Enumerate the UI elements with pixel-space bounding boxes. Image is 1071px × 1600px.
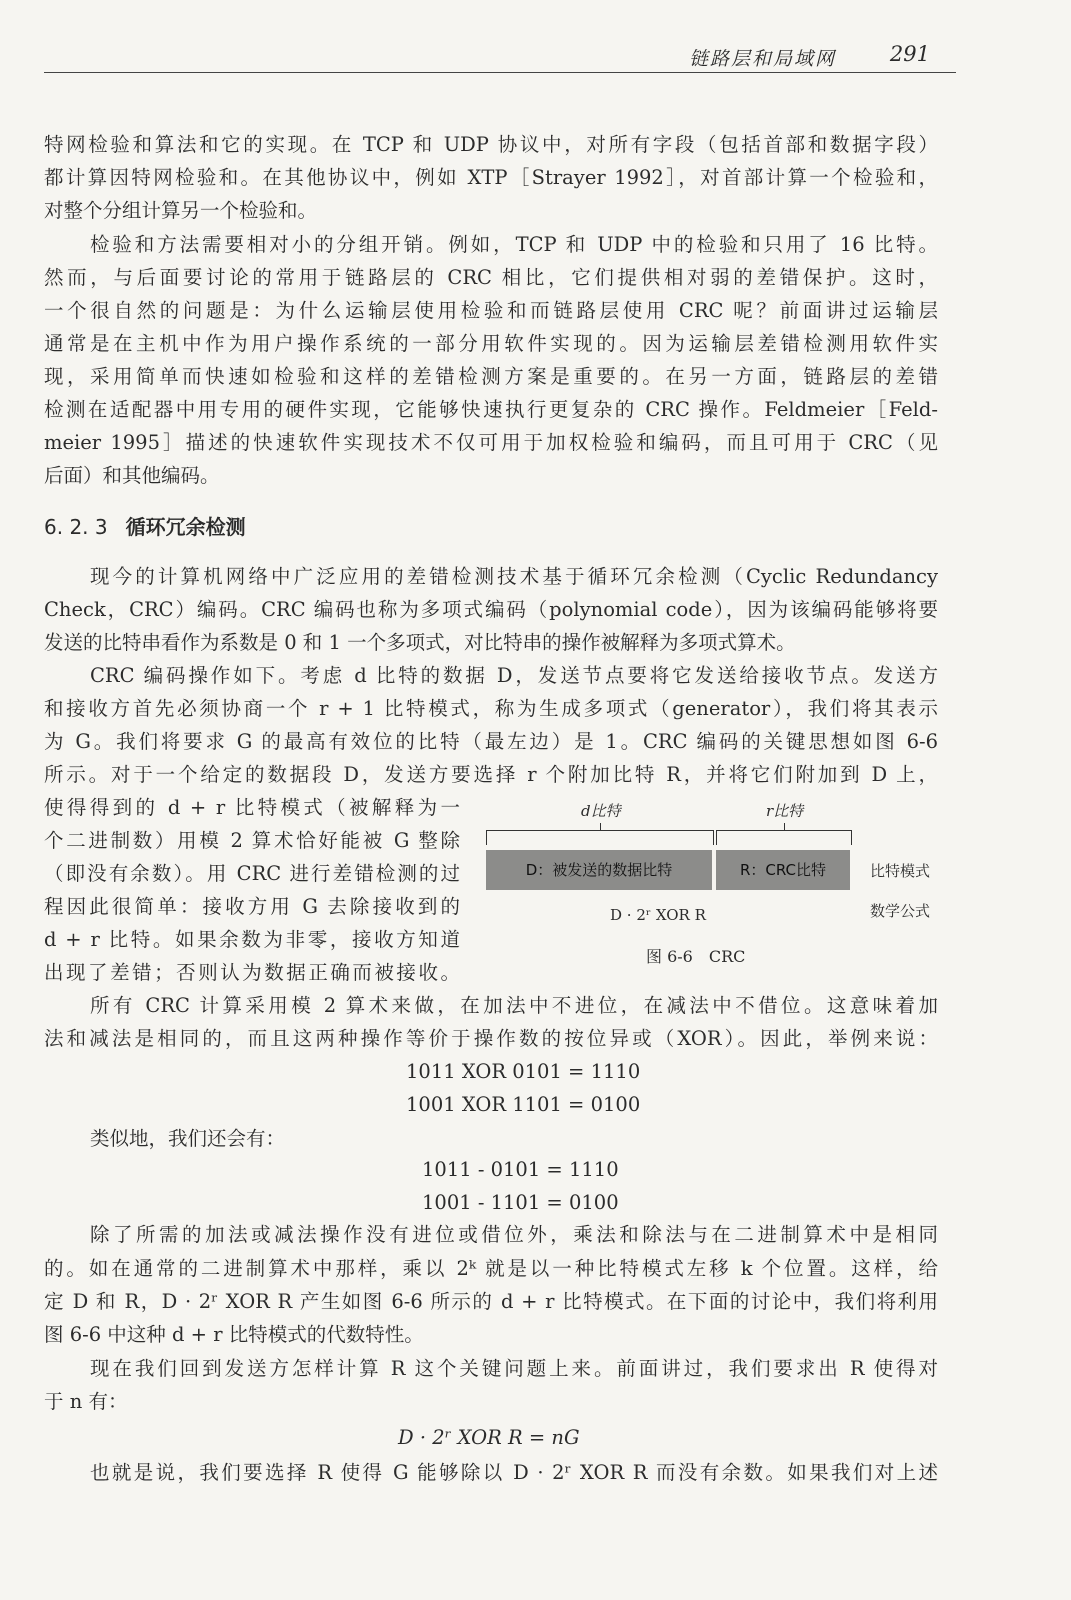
text-line: 法和减法是相同的，而且这两种操作等价于操作数的按位异或（XOR）。因此，举例来说： xyxy=(44,1027,938,1050)
figure-caption: 图 6-6 CRC xyxy=(646,947,746,966)
text-line: 发送的比特串看作为系数是 0 和 1 一个多项式，对比特串的操作被解释为多项式算术。 xyxy=(44,631,796,654)
brace-d-bits xyxy=(486,830,714,845)
running-header xyxy=(44,40,956,73)
equation-main: D · 2ʳ XOR R = nG xyxy=(398,1426,580,1449)
section-heading xyxy=(44,514,246,540)
text-line: 现在我们回到发送方怎样计算 R 这个关键问题上来。前面讲过，我们要求出 R 使得对 xyxy=(90,1357,938,1380)
text-line: 现今的计算机网络中广泛应用的差错检测技术基于循环冗余检测（Cyclic Redundancy xyxy=(90,565,938,588)
equation: 1011 XOR 0101 = 1110 xyxy=(406,1060,641,1083)
text-line: 特网检验和算法和它的实现。在 TCP 和 UDP 协议中，对所有字段（包括首部和数据字段） xyxy=(44,133,938,156)
text-line: 图 6-6 中这种 d + r 比特模式的代数特性。 xyxy=(44,1323,424,1346)
text-line: 除了所需的加法或减法操作没有进位或借位外，乘法和除法与在二进制算术中是相同 xyxy=(90,1223,938,1246)
text-line: 也就是说，我们要选择 R 使得 G 能够除以 D · 2ʳ XOR R 而没有余数。如果我们对上述 xyxy=(90,1461,938,1484)
text-line: meier 1995］描述的快速软件实现技术不仅可用于加权检验和编码，而且可用于 CRC（见 xyxy=(44,431,938,454)
figure-side-formula: 数学公式 xyxy=(870,902,931,920)
brace-r-bits xyxy=(716,830,852,845)
text-line: 的。如在通常的二进制算术中那样，乘以 2ᵏ 就是以一种比特模式左移 k 个位置。这样，给 xyxy=(44,1257,938,1280)
text-line: 所有 CRC 计算采用模 2 算术来做，在加法中不进位，在减法中不借位。这意味着加 xyxy=(90,994,938,1017)
text-line: 然而，与后面要讨论的常用于链路层的 CRC 相比，它们提供相对弱的差错保护。这时， xyxy=(44,266,938,289)
figure-label-d-bits: d比特 xyxy=(581,802,621,820)
text-line: 检验和方法需要相对小的分组开销。例如，TCP 和 UDP 中的检验和只用了 16 比特。 xyxy=(90,233,938,256)
text-line: 检测在适配器中用专用的硬件实现，它能够快速执行更复杂的 CRC 操作。Feldmeier［Feld- xyxy=(44,398,938,421)
text-line: 后面）和其他编码。 xyxy=(44,464,220,487)
text-line: （即没有余数）。用 CRC 进行差错检测的过 xyxy=(44,862,460,885)
equation: 1001 XOR 1101 = 0100 xyxy=(406,1093,641,1116)
chapter-title: 链路层和局域网 xyxy=(688,48,836,70)
text-line: 和接收方首先必须协商一个 r + 1 比特模式，称为生成多项式（generator），我们将其表示 xyxy=(44,697,938,720)
text-line: 所示。对于一个给定的数据段 D，发送方要选择 r 个附加比特 R，并将它们附加到 D 上， xyxy=(44,763,938,786)
text-line: 程因此很简单：接收方用 G 去除接收到的 xyxy=(44,895,460,918)
figure-crc xyxy=(486,800,956,980)
text-line: 为 G。我们将要求 G 的最高有效位的比特（最左边）是 1。CRC 编码的关键思想如图 6-6 xyxy=(44,730,938,753)
text-line: 使得得到的 d + r 比特模式（被解释为一 xyxy=(44,796,460,819)
text-line: 个二进制数）用模 2 算术恰好能被 G 整除 xyxy=(44,829,460,852)
text-line: 出现了差错；否则认为数据正确而被接收。 xyxy=(44,961,460,984)
text-line: 对整个分组计算另一个检验和。 xyxy=(44,199,318,222)
text-line: 定 D 和 R，D · 2ʳ XOR R 产生如图 6-6 所示的 d + r 比特模式。在下面的讨论中，我们将利用 xyxy=(44,1290,938,1313)
text-line: 通常是在主机中作为用户操作系统的一部分用软件实现的。因为运输层差错检测用软件实 xyxy=(44,332,938,355)
figure-box-data: D：被发送的数据比特 xyxy=(486,850,712,890)
equation: 1011 - 0101 = 1110 xyxy=(422,1158,619,1181)
figure-side-bit-pattern: 比特模式 xyxy=(870,862,931,880)
section-number: 6. 2. 3 xyxy=(44,515,108,539)
text-line: 类似地，我们还会有： xyxy=(90,1127,286,1150)
text-line: 一个很自然的问题是：为什么运输层使用检验和而链路层使用 CRC 呢？前面讲过运输层 xyxy=(44,299,938,322)
page-number: 291 xyxy=(889,42,930,66)
text-line: 于 n 有： xyxy=(44,1390,128,1413)
section-title: 循环冗余检测 xyxy=(125,515,246,539)
equation: 1001 - 1101 = 0100 xyxy=(422,1191,619,1214)
text-line: 都计算因特网检验和。在其他协议中，例如 XTP［Strayer 1992］，对首部计算一个检验和， xyxy=(44,166,938,189)
text-line: CRC 编码操作如下。考虑 d 比特的数据 D，发送节点要将它发送给接收节点。发送方 xyxy=(90,664,938,687)
text-line: Check，CRC）编码。CRC 编码也称为多项式编码（polynomial code），因为该编码能够将要 xyxy=(44,598,938,621)
figure-box-crc: R：CRC比特 xyxy=(716,850,850,890)
text-line: 现，采用简单而快速如检验和这样的差错检测方案是重要的。在另一方面，链路层的差错 xyxy=(44,365,938,388)
figure-formula: D · 2ʳ XOR R xyxy=(610,906,706,924)
figure-label-r-bits: r比特 xyxy=(766,802,804,820)
text-line: d + r 比特。如果余数为非零，接收方知道 xyxy=(44,928,460,951)
